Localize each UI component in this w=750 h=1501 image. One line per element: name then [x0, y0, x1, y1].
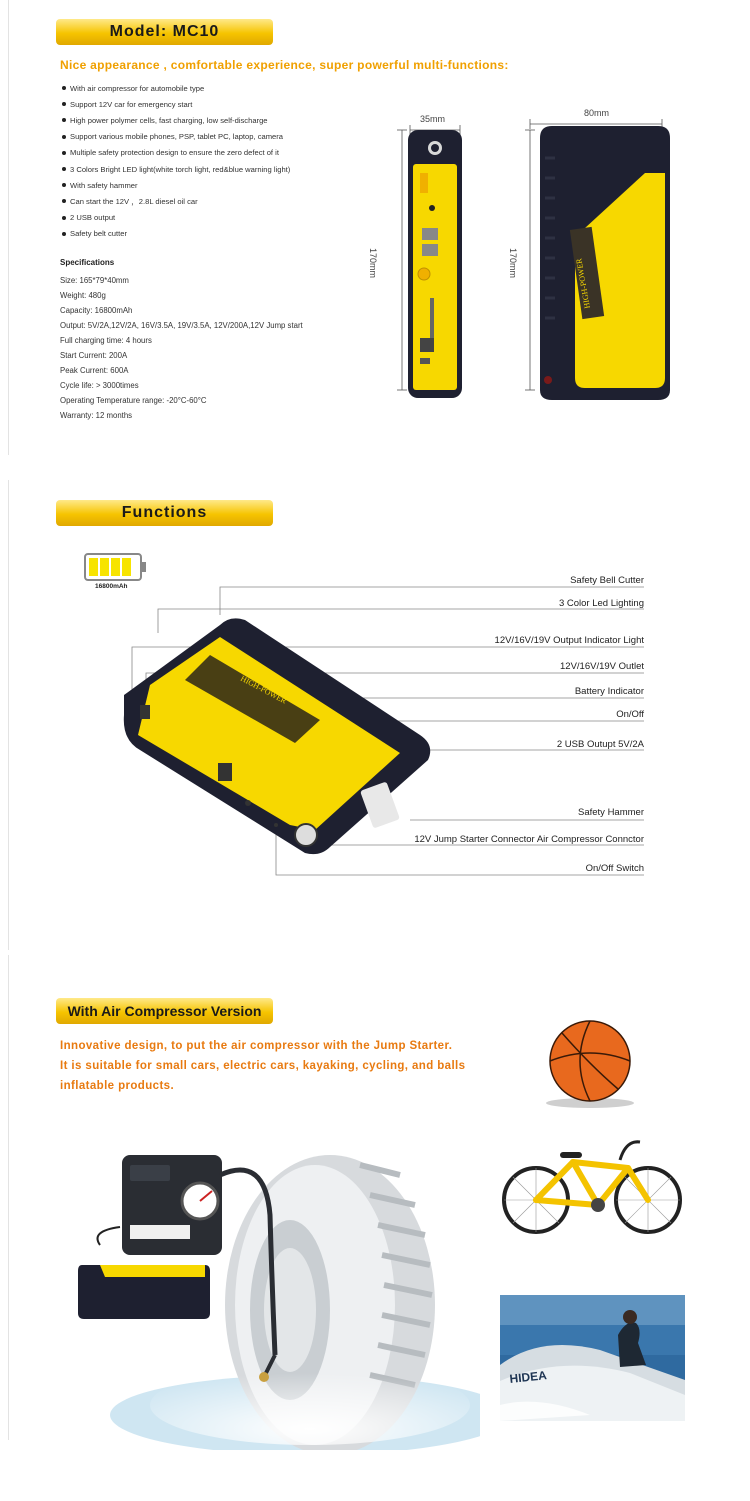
description-line: inflatable products.	[60, 1080, 175, 1092]
boat-photo	[500, 1295, 685, 1421]
bicycle-image	[498, 1130, 688, 1240]
list-item: High power polymer cells, fast charging, low self-discharge	[62, 112, 290, 128]
label-outlet: 12V/16V/19V Outlet	[560, 661, 644, 672]
bullet-icon	[62, 232, 66, 236]
list-item: Multiple safety protection design to ensure the zero defect of it	[62, 145, 290, 161]
spec-item: Start Current: 200A	[60, 351, 128, 360]
air-compressor-tag: With Air Compressor Version	[56, 998, 273, 1024]
list-item: Safety belt cutter	[62, 226, 290, 242]
label-battery-indicator: Battery Indicator	[574, 686, 644, 697]
feature-list	[62, 80, 290, 242]
brand-text: HIGH-POWER	[574, 257, 592, 310]
battery-icon	[84, 553, 148, 585]
battery-capacity: 16800mAh	[95, 583, 128, 590]
spec-item: Capacity: 16800mAh	[60, 306, 133, 315]
list-item: 2 USB output	[62, 210, 290, 226]
list-item: With safety hammer	[62, 177, 290, 193]
air-compressor-photo	[60, 1135, 480, 1450]
intro-subtitle: Nice appearance , comfortable experience, super powerful multi-functions:	[60, 58, 509, 72]
front-height-label: 170mm	[508, 247, 519, 279]
spec-item: Weight: 480g	[60, 291, 106, 300]
specifications-heading: Specifications	[60, 258, 115, 267]
description-line: Innovative design, to put the air compressor with the Jump Starter.	[60, 1040, 453, 1052]
divider-line	[8, 955, 9, 1440]
list-item: With air compressor for automobile type	[62, 80, 290, 96]
list-item: Support 12V car for emergency start	[62, 96, 290, 112]
label-jump-connector: 12V Jump Starter Connector Air Compressor Connctor	[414, 834, 644, 845]
device-function-diagram	[110, 585, 650, 885]
boat-text: HIDEA	[508, 1368, 548, 1386]
air-compressor-description	[60, 1036, 465, 1096]
label-safety-hammer: Safety Hammer	[578, 807, 644, 818]
basketball-image	[540, 1015, 640, 1110]
label-safety-bell-cutter: Safety Bell Cutter	[570, 575, 644, 586]
divider-line	[8, 0, 9, 455]
product-dimension-drawing	[380, 118, 700, 408]
spec-item: Size: 165*79*40mm	[60, 276, 129, 285]
spec-item: Operating Temperature range: -20°C-60°C	[60, 396, 207, 405]
label-on-off: On/Off	[616, 709, 644, 720]
label-led-lighting: 3 Color Led Lighting	[558, 598, 644, 609]
list-item: 3 Colors Bright LED light(white torch light, red&blue warning light)	[62, 161, 290, 177]
side-width-label: 35mm	[420, 114, 446, 124]
spec-item: Output: 5V/2A,12V/2A, 16V/3.5A, 19V/3.5A, 12V/200A,12V Jump start	[60, 321, 303, 330]
spec-item: Cycle life: > 3000times	[60, 381, 139, 390]
spec-item: Warranty: 12 months	[60, 411, 133, 420]
bullet-icon	[62, 135, 66, 139]
spec-item: Peak Current: 600A	[60, 366, 129, 375]
bullet-icon	[62, 86, 66, 90]
model-tag: Model: MC10	[56, 19, 273, 45]
label-usb-output: 2 USB Outupt 5V/2A	[556, 739, 644, 750]
bullet-icon	[62, 102, 66, 106]
label-output-indicator: 12V/16V/19V Output Indicator Light	[494, 635, 644, 646]
label-on-off-switch: On/Off Switch	[585, 863, 644, 874]
brand-text: HIGH-POWER	[239, 673, 289, 706]
bullet-icon	[62, 183, 66, 187]
list-item: Support various mobile phones, PSP, tablet PC, laptop, camera	[62, 129, 290, 145]
functions-tag: Functions	[56, 500, 273, 526]
spec-list	[60, 273, 303, 423]
divider-line	[8, 480, 9, 950]
side-height-label: 170mm	[368, 247, 379, 279]
bullet-icon	[62, 118, 66, 122]
front-width-label: 80mm	[584, 108, 610, 118]
bullet-icon	[62, 199, 66, 203]
bullet-icon	[62, 167, 66, 171]
bullet-icon	[62, 216, 66, 220]
list-item: Can start the 12V ，2.8L diesel oil car	[62, 193, 290, 209]
description-line: It is suitable for small cars, electric cars, kayaking, cycling, and balls	[60, 1060, 466, 1072]
spec-item: Full charging time: 4 hours	[60, 336, 152, 345]
bullet-icon	[62, 151, 66, 155]
